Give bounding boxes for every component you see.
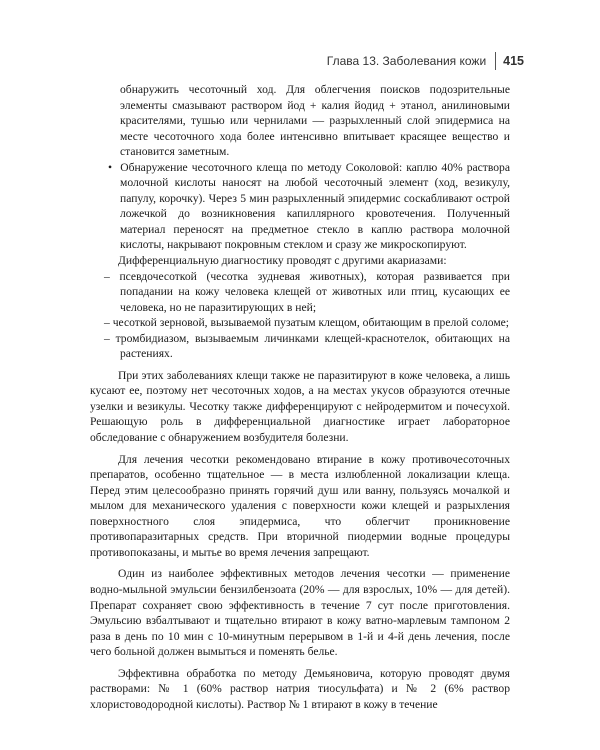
page-number: 415 <box>503 54 524 68</box>
dash-item-grain-scabies: – чесоткой зерновой, вызываемой пузатым клещом, обитающим в прелой соломе; <box>104 316 510 330</box>
bullet-item <box>90 160 510 253</box>
page-body <box>90 82 510 712</box>
bullet-text: Обнаружение чесоточного клеща по методу Соколовой: каплю 40% раствора молочной кислоты наносят на любой чесоточный элемент (ход, везикулу, папулу, корочку). Через 5 мин разрыхленный эпидермис соскабливают острой ложечкой до возникновения капиллярного кровотечения. Полученный материал переносят на предметное стекло в каплю раствора молочной кислоты, накрывают покровным стеклом и сразу же микроскопируют. <box>120 160 510 252</box>
header-divider <box>495 52 496 70</box>
paragraph-benzyl-benzoate: Один из наиболее эффективных методов лечения чесотки — применение водно-мыльной эмульсии бензилбензоата (20% — для взрослых, 10% — для детей). Препарат сохраняет свою эффективность в течение 7 сут после приготовления. Эмульсию взбалтывают и тщательно втирают в кожу ватно-марлевым тампоном 2 раза в день по 10 мин с 10-минутным перерывом в 1-й и 4-й день лечения, после чего больной должен вымыться и поменять белье. <box>90 567 510 659</box>
paragraph-continuation: обнаружить чесоточный ход. Для облегчения поисков подозрительные элементы смазывают раствором йод + калия йодид + этанол, анилиновыми красителями, тушью или чернилами — разрыхленный слой эпидермиса на месте чесоточного хода более интенсивно впитывает красящее вещество и становится заметным. <box>120 83 510 159</box>
dash-item-trombidiasis: – тромбидиазом, вызываемым личинками клещей-краснотелок, обитающих на растениях. <box>104 331 510 361</box>
paragraph-diff-diagnosis: Дифференциальную диагностику проводят с другими акариазами: <box>118 254 447 268</box>
dash-item-pseudoscabies: – псевдочесоткой (чесотка зудневая животных), которая развивается при попадании на кожу человека клещей от животных или птиц, кусающих ее человека, но не паразитирующих в ней; <box>104 269 510 314</box>
bullet-marker: • <box>108 160 113 174</box>
running-header <box>327 52 524 70</box>
paragraph-treatment: Для лечения чесотки рекомендовано втирание в кожу противочесоточных препаратов, особенно тщательное — в места излюбленной локализации клеща. Перед этим целесообразно принять горячий душ или ванну, пользуясь мочалкой и мылом для механического удаления с поверхности кожи клещей и разрыхления поверхностного слоя эпидермиса, что облегчит проникновение противопаразитарных средств. При вторичной пиодермии водные процедуры противопоказаны, и мытье во время лечения запрещают. <box>90 452 510 559</box>
paragraph-demyanovich: Эффективна обработка по методу Демьяновича, которую проводят двумя растворами: № 1 (60% раствор натрия тиосульфата) и № 2 (6% раствор хлористоводородной кислоты). Раствор № 1 втирают в кожу в течение <box>90 666 510 711</box>
paragraph-bites: При этих заболеваниях клещи также не паразитируют в коже человека, а лишь кусают ее, поэтому нет чесоточных ходов, а на местах укусов образуются отечные узелки и везикулы. Чесотку также дифференцируют с нейродермитом и почесухой. Решающую роль в дифференциальной диагностике играет лабораторное обследование с обнаружением возбудителя болезни. <box>90 368 510 445</box>
chapter-title: Глава 13. Заболевания кожи <box>326 54 487 68</box>
